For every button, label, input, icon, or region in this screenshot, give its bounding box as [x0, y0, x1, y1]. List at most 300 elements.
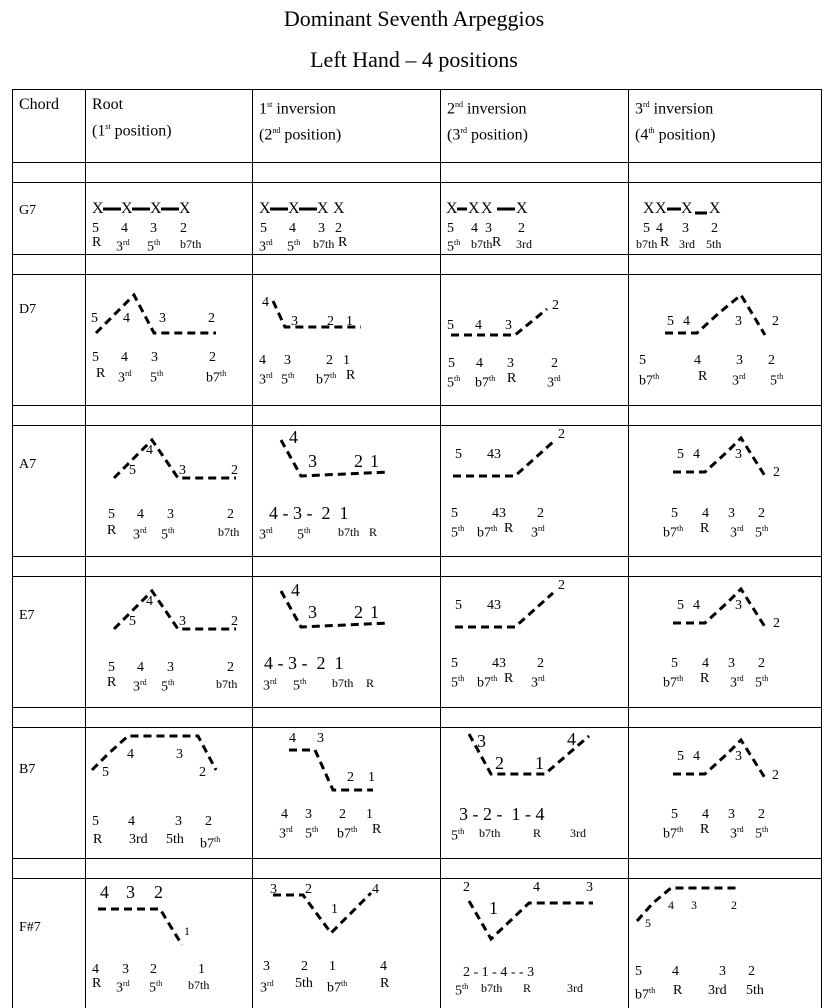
diagram-finger-label: 1 [370, 451, 379, 471]
degree-text: 5 [147, 239, 154, 255]
degree-text: R [492, 235, 502, 250]
header-inv3 [635, 94, 715, 147]
chord-degree [337, 823, 357, 842]
chord-degree [567, 982, 583, 994]
degree-suffix: th [458, 674, 465, 683]
degree-suffix: th [462, 982, 469, 991]
chord-degree [706, 238, 721, 250]
chord-degree [259, 236, 273, 255]
chord-name-b7: B7 [19, 762, 36, 777]
chord-degree [533, 827, 541, 839]
finger-number: 2 [150, 962, 157, 977]
degree-text: b7th [471, 237, 493, 251]
diagram-finger-label: 4 [289, 427, 298, 447]
chord-degree [281, 369, 294, 388]
degree-suffix: th [168, 678, 175, 687]
degree-text: 5 [755, 826, 762, 842]
chord-name-d7: D7 [19, 302, 37, 317]
diagram-finger-label: 2 [773, 616, 780, 631]
x-mark: X [655, 200, 667, 217]
degree-text: 3 [279, 826, 286, 842]
chord-degree [332, 677, 353, 689]
diagram-finger-label: 2 [154, 882, 163, 902]
chord-degree [477, 522, 497, 541]
degree-text: R [533, 826, 542, 840]
degree-text: 3rd [567, 981, 583, 995]
degree-text: b7 [200, 836, 214, 852]
chord-degree [477, 672, 497, 691]
degree-suffix: rd [123, 979, 130, 988]
x-mark: X [446, 200, 458, 217]
chord-degree [166, 833, 184, 847]
chord-degree [700, 522, 709, 536]
chord-degree [92, 236, 101, 250]
header-inv2-pos: (3 [447, 126, 461, 144]
header-inv1-pos-sup: nd [272, 126, 281, 136]
finger-number: 4 [694, 353, 701, 368]
g7-root-diagram [86, 183, 252, 254]
header-inv1-pos: (2 [259, 126, 273, 144]
chord-degree [92, 977, 101, 991]
header-inv3-num: 3 [635, 100, 643, 118]
a7-inv3-cell [629, 426, 822, 556]
degree-text: R [369, 525, 378, 539]
diagram-finger-label: 2 [231, 614, 238, 629]
finger-number: 2 [551, 356, 558, 371]
diagram-finger-label: 3 [586, 880, 593, 895]
finger-number: 2 [209, 350, 216, 365]
degree-suffix: th [351, 825, 358, 834]
x-mark: X [516, 200, 528, 217]
chord-degree [504, 672, 513, 686]
degree-text: R [92, 976, 102, 991]
chord-degree [107, 524, 116, 538]
chord-degree [147, 236, 160, 255]
diagram-finger-label: 4 [123, 311, 130, 326]
degree-suffix: rd [140, 526, 147, 535]
finger-row: 3 - 2 - 1 - 4 [459, 804, 545, 824]
header-root-pos-close: position) [110, 122, 172, 140]
x-mark: X [179, 200, 191, 217]
x-mark: X [259, 200, 271, 217]
finger-number: 3 [736, 353, 743, 368]
chord-degree [663, 522, 683, 541]
g7-inv2-diagram [441, 183, 628, 254]
finger-number: 4 [476, 356, 483, 371]
degree-suffix: th [288, 371, 295, 380]
chord-name-e7: E7 [19, 608, 35, 623]
chord-degree [730, 522, 744, 541]
degree-suffix: th [304, 526, 311, 535]
degree-text: 3 [531, 525, 538, 541]
chord-degree [327, 977, 347, 996]
diagram-finger-label: 5 [447, 318, 454, 333]
degree-text: 3 [118, 370, 125, 386]
chord-name-a7: A7 [19, 457, 37, 472]
b7-root-cell [86, 728, 252, 858]
finger-number: 3 [507, 356, 514, 371]
degree-text: R [698, 369, 708, 384]
diagram-finger-label: 4 [146, 594, 153, 609]
finger-number: 5 [448, 356, 455, 371]
finger-number: 2 [227, 507, 234, 522]
chord-degree [259, 524, 273, 543]
chord-degree [481, 982, 502, 994]
finger-number: 3 [485, 221, 492, 236]
degree-text: b7th [216, 677, 238, 691]
finger-number: 4 [259, 353, 266, 368]
header-inv2-name: inversion [463, 100, 527, 118]
degree-text: b7th [338, 525, 360, 539]
chord-degree [455, 980, 468, 999]
degree-text: b7th [479, 826, 501, 840]
degree-suffix: rd [266, 526, 273, 535]
finger-number: 5 [108, 660, 115, 675]
finger-row: 4 - 3 - 2 1 [269, 503, 349, 523]
finger-number: 3 [151, 350, 158, 365]
diagram-finger-label: 1 [368, 770, 375, 785]
finger-number: 4 [137, 507, 144, 522]
degree-suffix: rd [739, 372, 746, 381]
degree-suffix: th [168, 526, 175, 535]
finger-number: 2 [227, 660, 234, 675]
degree-text: R [523, 981, 532, 995]
finger-number: 2 [326, 353, 333, 368]
degree-text: 5 [451, 675, 458, 691]
degree-text: R [372, 822, 382, 837]
chord-degree [570, 827, 586, 839]
chord-degree [447, 236, 460, 255]
degree-text: b7 [663, 525, 677, 541]
diagram-finger-label: 4 [262, 295, 269, 310]
chord-degree [346, 369, 355, 383]
degree-suffix: rd [737, 674, 744, 683]
degree-text: 3 [263, 678, 270, 694]
finger-number: 4 [702, 807, 709, 822]
degree-text: 5 [755, 525, 762, 541]
degree-suffix: th [489, 374, 496, 383]
degree-text: 5 [161, 679, 168, 695]
diagram-finger-label: 2 [558, 427, 565, 442]
chord-degree [260, 977, 274, 996]
chord-degree [755, 823, 768, 842]
degree-text: b7 [206, 370, 220, 386]
diagram-finger-label: 2 [495, 753, 504, 773]
header-inv3-pos-sup: th [648, 126, 655, 136]
degree-suffix: rd [286, 825, 293, 834]
header-root-name: Root [92, 96, 124, 113]
degree-text: 3rd [516, 237, 532, 251]
diagram-finger-label: 5 [677, 749, 684, 764]
chord-degree [730, 823, 744, 842]
chord-degree [471, 238, 492, 250]
degree-suffix: th [154, 238, 161, 247]
finger-number: 1 [366, 807, 373, 822]
chord-degree [516, 238, 532, 250]
finger-number: 3 [122, 962, 129, 977]
x-mark: X [317, 200, 329, 217]
degree-text: b7 [327, 980, 341, 996]
finger-number: 3 [728, 807, 735, 822]
degree-text: R [504, 671, 514, 686]
header-inv1-pos-close: position) [280, 126, 342, 144]
chord-degree [479, 827, 500, 839]
chord-degree [380, 977, 389, 991]
degree-text: 5 [150, 370, 157, 386]
finger-number: 3 [167, 507, 174, 522]
degree-suffix: th [677, 524, 684, 533]
fs7-inv1-cell [253, 879, 440, 1008]
finger-number: 5 [635, 964, 642, 979]
header-root-pos-sup: st [105, 122, 111, 131]
chord-degree [755, 672, 768, 691]
degree-suffix: th [762, 674, 769, 683]
degree-text: 5th [706, 237, 722, 251]
finger-number: 2 [537, 656, 544, 671]
finger-number: 3 [150, 221, 157, 236]
diagram-finger-label: 1 [489, 898, 498, 918]
finger-number: 4 [121, 221, 128, 236]
x-mark: X [92, 200, 104, 217]
degree-suffix: rd [737, 825, 744, 834]
chord-degree [636, 238, 657, 250]
x-mark: X [150, 200, 162, 217]
diagram-finger-label: 3 [735, 314, 742, 329]
finger-number: 2 [339, 807, 346, 822]
chord-degree [263, 675, 277, 694]
x-mark: X [121, 200, 133, 217]
b7-inv3-cell [629, 728, 822, 858]
degree-suffix: th [491, 674, 498, 683]
chord-degree [673, 984, 682, 998]
degree-suffix: rd [140, 678, 147, 687]
header-inv3-name: inversion [649, 100, 714, 118]
degree-text: 5 [447, 239, 454, 255]
degree-text: 5 [451, 525, 458, 541]
degree-text: 3 [732, 373, 739, 389]
e7-inv1-cell [253, 577, 440, 707]
finger-number: 4 [289, 221, 296, 236]
g7-inv3-diagram [629, 183, 822, 254]
diagram-finger-label: 5 [645, 916, 651, 930]
degree-text: b7th [218, 525, 240, 539]
x-mark: X [333, 200, 345, 217]
chord-degree [293, 675, 306, 694]
degree-suffix: th [491, 524, 498, 533]
chord-degree [200, 833, 220, 852]
finger-number: 5 [671, 807, 678, 822]
header-inv1 [259, 94, 341, 147]
finger-number: 4 [702, 506, 709, 521]
degree-text: R [107, 675, 117, 690]
degree-suffix: th [341, 979, 348, 988]
diagram-finger-label: 4 [289, 731, 296, 746]
finger-number: 43 [492, 656, 506, 671]
degree-text: R [93, 832, 103, 847]
chord-degree [116, 236, 130, 255]
diagram-finger-label: 3 [317, 731, 324, 746]
degree-text: R [504, 521, 514, 536]
degree-text: 3rd [679, 237, 695, 251]
diagram-finger-label: 2 [327, 314, 334, 329]
degree-text: b7 [663, 675, 677, 691]
chord-degree [679, 238, 695, 250]
degree-text: 5 [281, 372, 288, 388]
diagram-finger-label: 3 [176, 747, 183, 762]
chord-degree [372, 823, 381, 837]
degree-text: R [338, 235, 348, 250]
finger-row: 2 - 1 - 4 - - 3 [463, 965, 535, 980]
diagram-finger-label: 43 [487, 598, 501, 613]
degree-suffix: th [653, 372, 660, 381]
diagram-finger-label: 1 [535, 753, 544, 773]
e7-inv3-diagram [629, 577, 822, 707]
finger-number: 4 [281, 807, 288, 822]
diagram-finger-label: 1 [346, 314, 353, 329]
degree-suffix: rd [266, 238, 273, 247]
finger-number: 3 [728, 506, 735, 521]
diagram-finger-label: 3 [505, 318, 512, 333]
degree-text: 3 [133, 679, 140, 695]
degree-text: b7 [639, 373, 653, 389]
degree-suffix: th [156, 979, 163, 988]
degree-text: 5 [305, 826, 312, 842]
diagram-finger-label: 2 [772, 768, 779, 783]
chord-degree [180, 238, 201, 250]
degree-text: R [673, 983, 683, 998]
degree-text: b7 [635, 987, 649, 1003]
diagram-finger-label: 3 [308, 451, 317, 471]
degree-text: R [107, 523, 117, 538]
finger-number: 4 [471, 221, 478, 236]
degree-suffix: rd [270, 677, 277, 686]
degree-suffix: th [762, 524, 769, 533]
diagram-finger-label: 3 [126, 882, 135, 902]
header-inv1-sup: st [267, 100, 273, 109]
degree-text: R [92, 235, 102, 250]
finger-number: 3 [167, 660, 174, 675]
diagram-finger-label: 2 [208, 311, 215, 326]
degree-text: 3 [730, 675, 737, 691]
g7-root-cell [86, 183, 252, 254]
chord-degree [451, 672, 464, 691]
header-root-pos: (1 [92, 122, 106, 140]
diagram-finger-label: 2 [773, 465, 780, 480]
chord-degree [287, 236, 300, 255]
chord-degree [547, 372, 561, 391]
chord-degree [366, 677, 374, 689]
chord-degree [96, 367, 105, 381]
degree-text: R [346, 368, 356, 383]
diagram-finger-label: 3 [270, 882, 277, 897]
degree-text: 5th [746, 983, 764, 998]
g7-inv2-cell [441, 183, 628, 254]
diagram-finger-label: 3 [735, 598, 742, 613]
diagram-finger-label: 4 [693, 447, 700, 462]
chord-degree [531, 672, 545, 691]
finger-number: 2 [205, 814, 212, 829]
diagram-finger-label: 5 [677, 598, 684, 613]
header-inv1-num: 1 [259, 100, 267, 118]
chord-degree [149, 977, 162, 996]
degree-text: R [700, 822, 710, 837]
chord-degree [107, 676, 116, 690]
b7-inv2-cell [441, 728, 628, 858]
diagram-finger-label: 4 [475, 318, 482, 333]
degree-text: 5 [161, 527, 168, 543]
fs7-root-diagram [86, 879, 252, 1008]
chord-degree [451, 522, 464, 541]
page-subtitle: Left Hand – 4 positions [310, 47, 518, 72]
header-inv2-sup: nd [455, 100, 463, 109]
degree-text: b7th [332, 676, 354, 690]
degree-suffix: rd [266, 371, 273, 380]
diagram-finger-label: 4 [693, 598, 700, 613]
degree-text: b7 [475, 375, 489, 391]
degree-suffix: th [157, 369, 164, 378]
chord-degree [259, 369, 273, 388]
chord-degree [338, 236, 347, 250]
diagram-finger-label: 43 [487, 447, 501, 462]
finger-number: 3 [263, 959, 270, 974]
diagram-finger-label: 4 [693, 749, 700, 764]
diagram-finger-label: 4 [291, 580, 300, 600]
finger-number: 5 [451, 506, 458, 521]
e7-inv2-cell [441, 577, 628, 707]
finger-number: 1 [198, 962, 205, 977]
diagram-finger-label: 2 [463, 880, 470, 895]
chord-degree [730, 672, 744, 691]
header-inv2-pos-close: position) [467, 126, 528, 144]
diagram-finger-label: 2 [552, 298, 559, 313]
diagram-finger-label: 1 [370, 602, 379, 622]
finger-number: 2 [768, 353, 775, 368]
degree-text: b7 [477, 525, 491, 541]
degree-text: R [660, 235, 670, 250]
diagram-finger-label: 2 [199, 765, 206, 780]
diagram-finger-label: 5 [677, 447, 684, 462]
x-mark: X [681, 200, 693, 217]
chord-degree [700, 823, 709, 837]
degree-suffix: rd [125, 369, 132, 378]
e7-inv3-cell [629, 577, 822, 707]
degree-text: 3 [730, 826, 737, 842]
chord-degree [161, 524, 174, 543]
chord-degree [635, 984, 655, 1003]
finger-number: 43 [492, 506, 506, 521]
degree-suffix: th [649, 986, 656, 995]
degree-text: 3 [259, 527, 266, 543]
header-inv1-name: inversion [272, 100, 336, 118]
g7-inv3-cell [629, 183, 822, 254]
e7-root-cell [86, 577, 252, 707]
g7-inv1-cell [253, 183, 440, 254]
chord-degree [129, 833, 148, 847]
finger-number: 2 [758, 656, 765, 671]
d7-inv2-cell [441, 275, 628, 405]
finger-number: 5 [639, 353, 646, 368]
degree-text: 3 [116, 239, 123, 255]
degree-text: R [366, 676, 375, 690]
degree-text: b7th [636, 237, 658, 251]
finger-number: 5 [92, 350, 99, 365]
chord-degree [188, 979, 209, 991]
degree-text: R [700, 521, 710, 536]
finger-number: 4 [702, 656, 709, 671]
x-mark: X [481, 200, 493, 217]
d7-inv3-cell [629, 275, 822, 405]
degree-text: R [96, 366, 106, 381]
